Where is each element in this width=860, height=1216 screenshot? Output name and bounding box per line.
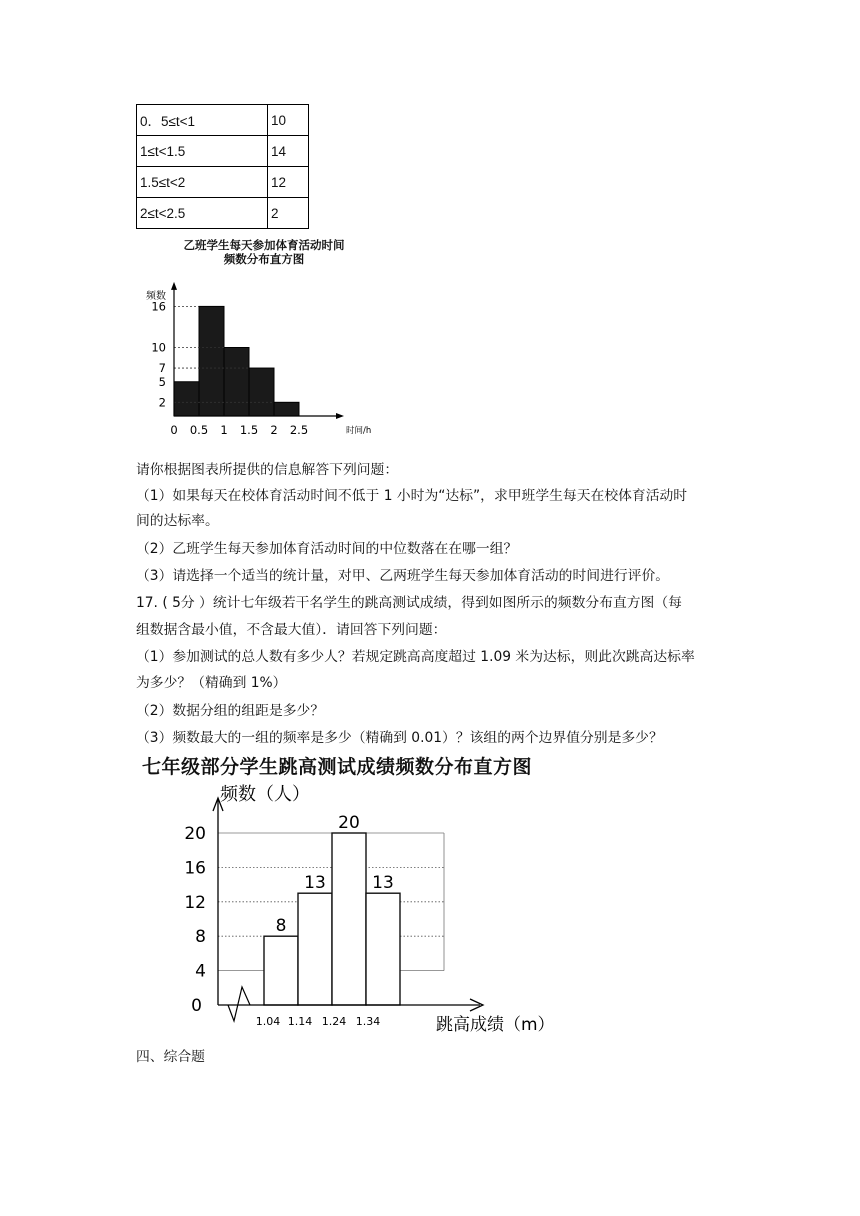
y-tick-label-0: 2 bbox=[158, 395, 166, 410]
y-tick-label-2: 8 bbox=[195, 927, 206, 948]
y-tick-label-1: 5 bbox=[158, 374, 166, 389]
table-cell-range: 0．5≤t<1 bbox=[137, 105, 268, 136]
table-cell-count: 10 bbox=[268, 105, 309, 136]
table-row bbox=[137, 105, 309, 136]
table-cell-count: 14 bbox=[268, 136, 309, 167]
question-3: （3）请选择一个适当的统计量，对甲、乙两班学生每天参加体育活动的时间进行评价。 bbox=[136, 568, 670, 584]
axis-break bbox=[228, 987, 250, 1021]
table-cell-range: 2≤t<2.5 bbox=[137, 198, 268, 229]
problem-17-question-1-line-1: （1）参加测试的总人数有多少人？若规定跳高高度超过 1.09 米为达标，则此次跳高达标率 bbox=[136, 649, 695, 665]
question-1-line-1: （1）如果每天在校体育活动时间不低于 1 小时为“达标”，求甲班学生每天在校体育活动时 bbox=[136, 488, 688, 504]
x-axis-label: 时间/h bbox=[346, 426, 372, 436]
bar-1 bbox=[199, 306, 224, 416]
y-tick-label-4: 16 bbox=[151, 299, 166, 314]
table-cell-range: 1≤t<1.5 bbox=[137, 136, 268, 167]
problem-17-question-2: （2）数据分组的组距是多少？ bbox=[136, 703, 325, 719]
bar-1 bbox=[298, 893, 332, 1005]
x-tick-label-2: 1.24 bbox=[321, 1015, 347, 1028]
y-tick-label-0: 0 bbox=[191, 996, 202, 1016]
frequency-table bbox=[136, 104, 309, 229]
bar-0 bbox=[174, 382, 199, 416]
data-label-1: 13 bbox=[304, 873, 326, 894]
x-tick-label-1: 0.5 bbox=[189, 423, 209, 437]
x-axis-arrow bbox=[336, 413, 344, 419]
bar-2 bbox=[332, 833, 366, 1005]
x-axis-label: 跳高成绩（m） bbox=[436, 1015, 555, 1035]
y-tick-label-3: 10 bbox=[151, 340, 166, 355]
problem-17-question-3: （3）频数最大的一组的频率是多少（精确到 0.01）？该组的两个边界值分别是多少？ bbox=[136, 730, 663, 746]
intro-text: 请你根据图表所提供的信息解答下列问题： bbox=[136, 462, 399, 478]
chart1-title: 乙班学生每天参加体育活动时间 bbox=[183, 238, 345, 252]
question-1-line-2: 间的达标率。 bbox=[136, 513, 219, 529]
chart1-histogram bbox=[126, 282, 372, 440]
chart2-title: 七年级部分学生跳高测试成绩频数分布直方图 bbox=[142, 756, 533, 778]
data-label-0: 8 bbox=[275, 916, 287, 937]
y-axis-label: 频数（人） bbox=[220, 784, 310, 805]
x-tick-label-3: 1.5 bbox=[239, 423, 259, 437]
x-tick-label-0: 1.04 bbox=[255, 1015, 281, 1028]
data-label-3: 13 bbox=[372, 873, 394, 894]
table-cell-count: 12 bbox=[268, 167, 309, 198]
y-tick-label-5: 20 bbox=[184, 824, 206, 844]
x-tick-label-1: 1.14 bbox=[287, 1015, 313, 1028]
bar-0 bbox=[264, 936, 298, 1005]
y-axis-label: 频数 bbox=[146, 291, 166, 302]
y-tick-label-3: 12 bbox=[184, 892, 206, 913]
y-tick-label-4: 16 bbox=[184, 858, 206, 879]
y-tick-label-1: 4 bbox=[195, 961, 206, 982]
question-2: （2）乙班学生每天参加体育活动时间的中位数落在在哪一组？ bbox=[136, 541, 518, 557]
x-tick-label-5: 2.5 bbox=[289, 423, 309, 437]
chart2-histogram bbox=[170, 778, 590, 1038]
bar-3 bbox=[249, 368, 274, 416]
table-cell-range: 1.5≤t<2 bbox=[137, 167, 268, 198]
table-row bbox=[137, 167, 309, 198]
x-tick-label-4: 2 bbox=[270, 423, 278, 437]
x-tick-label-0: 0 bbox=[170, 423, 178, 437]
chart1-subtitle: 频数分布直方图 bbox=[223, 252, 305, 266]
bar-2 bbox=[224, 348, 249, 417]
problem-17-line-1: 17. ( 5分 ）统计七年级若干名学生的跳高测试成绩，得到如图所示的频数分布直方图（每 bbox=[136, 595, 682, 611]
section-4-heading: 四、综合题 bbox=[136, 1049, 205, 1065]
x-tick-label-2: 1 bbox=[220, 423, 228, 437]
problem-17-line-2: 组数据含最小值，不含最大值）．请回答下列问题： bbox=[136, 622, 447, 638]
bar-4 bbox=[274, 402, 299, 416]
x-tick-label-3: 1.34 bbox=[355, 1015, 381, 1028]
bar-3 bbox=[366, 893, 400, 1005]
y-tick-label-2: 7 bbox=[158, 361, 166, 376]
table-cell-count: 2 bbox=[268, 198, 309, 229]
table-row bbox=[137, 136, 309, 167]
data-label-2: 20 bbox=[338, 813, 360, 833]
problem-17-question-1-line-2: 为多少？（精确到 1%） bbox=[136, 675, 287, 691]
y-axis-arrow bbox=[171, 282, 177, 290]
table-row bbox=[137, 198, 309, 229]
